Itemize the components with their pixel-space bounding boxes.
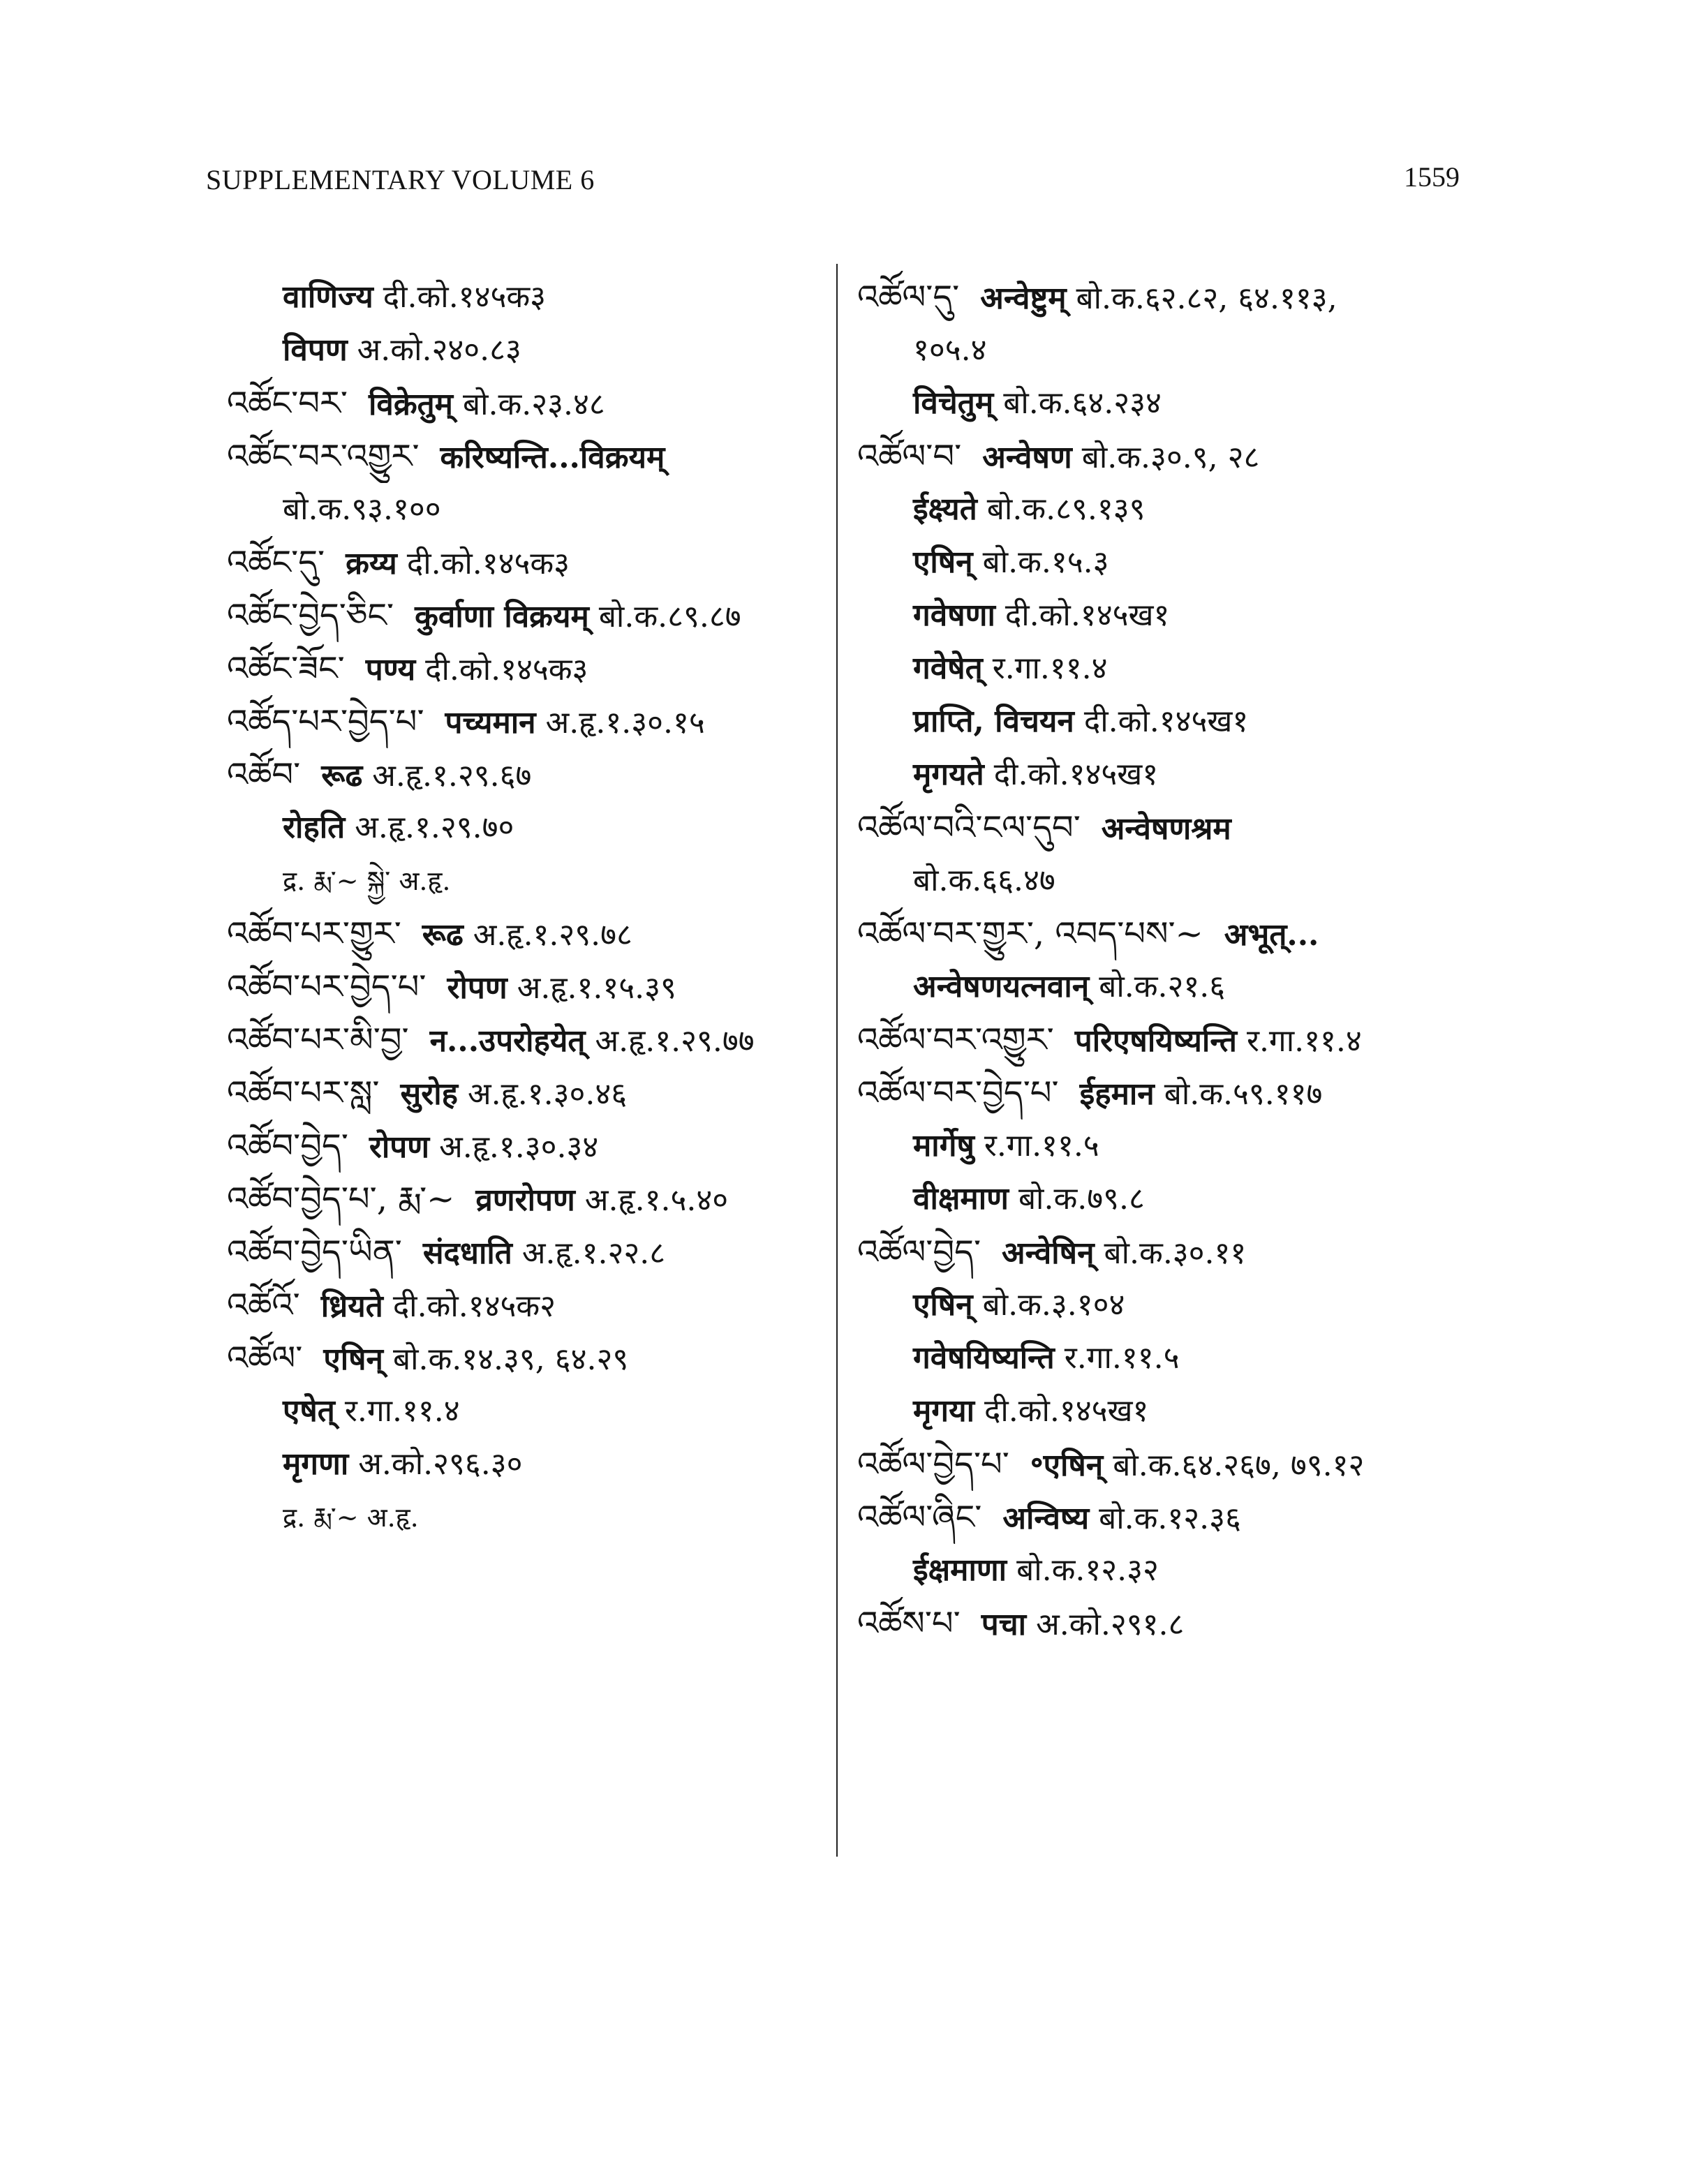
tibetan-headword: འཚོབ་པར་སླ་: [227, 1074, 380, 1113]
source-reference: बो.क.१५.३: [982, 544, 1109, 580]
tibetan-headword: འཚོང་བྱེད་ཅིང་: [227, 596, 394, 635]
dictionary-entry: [857, 1226, 1472, 1279]
sub-entry: [227, 483, 841, 536]
sub-entry: [857, 483, 1472, 536]
sub-entry: [227, 271, 841, 324]
sanskrit-equivalent: ध्रियते: [320, 1288, 383, 1324]
dictionary-entry: [857, 1067, 1472, 1120]
source-reference: बो.क.६४.२६७, ७९.१२: [1113, 1448, 1365, 1483]
sanskrit-equivalent: ईहमान: [1079, 1076, 1155, 1112]
dictionary-entry: [227, 589, 841, 642]
dictionary-entry: [227, 1013, 841, 1067]
sanskrit-equivalent: रोपण: [369, 1129, 430, 1165]
sanskrit-equivalent: न...उपरोहयेत्: [429, 1023, 586, 1059]
sub-entry: [857, 854, 1472, 907]
sub-entry: [227, 854, 841, 907]
sanskrit-equivalent: रोपण: [447, 970, 507, 1006]
dictionary-entry: [227, 1067, 841, 1120]
sub-entry: [857, 1385, 1472, 1438]
source-reference: दी.को.१४५ख१: [1083, 704, 1249, 739]
sub-entry: [857, 377, 1472, 430]
sub-entry: [857, 960, 1472, 1013]
running-title: SUPPLEMENTARY VOLUME 6: [206, 164, 595, 195]
sub-entry: [857, 536, 1472, 589]
source-reference: अ.को.२४०.८३: [357, 332, 521, 368]
source-reference: र.गा.११.५: [984, 1128, 1099, 1164]
dictionary-entry: [857, 1013, 1472, 1067]
tibetan-headword: འཚོབ་པར་གྱུར་: [227, 914, 401, 953]
source-reference: द्र. རྨ་~ སྐྱེ་ अ.हृ.: [283, 866, 451, 896]
source-reference: अ.हृ.१.२२.८: [521, 1235, 666, 1271]
sanskrit-equivalent: अभूत्...: [1224, 917, 1319, 953]
tibetan-headword: འཚོབ་: [227, 755, 301, 794]
source-reference: १०५.४: [913, 332, 987, 368]
tibetan-headword: འཚོལ་བ་: [857, 437, 962, 476]
column-divider: [836, 264, 838, 1857]
source-reference: बो.क.१२.३२: [1016, 1552, 1159, 1588]
sanskrit-equivalent: एषिन्: [913, 1287, 973, 1323]
sanskrit-equivalent: अन्वेष्टुम्: [980, 281, 1067, 316]
source-reference: बो.क.८९.१३९: [986, 491, 1146, 527]
source-reference: अ.हृ.१.३०.३४: [439, 1129, 599, 1165]
tibetan-headword: འཚོབ་བྱེད་: [227, 1127, 348, 1166]
sanskrit-equivalent: रूढ: [321, 758, 363, 794]
dictionary-entry: [227, 536, 841, 589]
sanskrit-equivalent: विपण: [283, 332, 348, 368]
source-reference: दी.को.१४५क३: [425, 652, 588, 688]
source-reference: बो.क.३.१०४: [982, 1287, 1125, 1323]
sanskrit-equivalent: मृगया: [913, 1393, 974, 1429]
source-reference: बो.क.२३.४८: [463, 387, 605, 422]
source-reference: र.गा.११.४: [992, 651, 1108, 686]
source-reference: अ.को.२९१.८: [1036, 1607, 1185, 1642]
dictionary-entry: [857, 1597, 1472, 1650]
tibetan-headword: འཚོལ་བར་བྱེད་པ་: [857, 1074, 1059, 1113]
source-reference: दी.को.१४५ख१: [1005, 597, 1170, 633]
sanskrit-equivalent: एषेत्: [283, 1393, 335, 1429]
dictionary-entry: [227, 642, 841, 695]
source-reference: बो.क.८९.८७: [598, 599, 741, 634]
sanskrit-equivalent: सुरोह: [400, 1076, 458, 1112]
source-reference: दी.को.१४५क३: [383, 279, 546, 315]
tibetan-headword: འཚོལ་བྱེད་: [857, 1233, 981, 1272]
page-number: 1559: [1404, 161, 1460, 193]
sub-entry: [227, 1491, 841, 1544]
source-reference: र.गा.११.४: [344, 1393, 460, 1429]
right-column: [857, 271, 1472, 1650]
sanskrit-equivalent: प्राप्ति, विचयन: [913, 704, 1074, 739]
dictionary-entry: [227, 1332, 841, 1385]
sanskrit-equivalent: अन्वेषण: [982, 440, 1072, 475]
tibetan-headword: འཚོད་པར་བྱེད་པ་: [227, 702, 424, 741]
sub-entry: [857, 1120, 1472, 1173]
source-reference: बो.क.६६.४७: [913, 863, 1055, 898]
source-reference: बो.क.२१.६: [1099, 969, 1226, 1004]
sanskrit-equivalent: एषिन्: [913, 544, 973, 580]
dictionary-entry: [227, 695, 841, 748]
sanskrit-equivalent: वीक्षमाण: [913, 1181, 1009, 1217]
sub-entry: [857, 1544, 1472, 1597]
sanskrit-equivalent: विचेतुम्: [913, 385, 994, 421]
page-header: [206, 155, 1460, 204]
source-reference: द्र. རྨ་~ अ.हृ.: [283, 1502, 419, 1533]
source-reference: बो.क.७९.८: [1018, 1181, 1145, 1217]
source-reference: बो.क.१४.३९, ६४.२९: [392, 1342, 629, 1377]
dictionary-entry: [227, 1120, 841, 1173]
tibetan-headword: འཚོལ་: [227, 1339, 303, 1378]
sanskrit-equivalent: रूढ: [422, 917, 464, 953]
sub-entry: [857, 748, 1472, 801]
sanskrit-equivalent: विक्रेतुम्: [368, 387, 453, 422]
source-reference: अ.हृ.१.२९.७७: [595, 1023, 755, 1059]
tibetan-headword: འཚོབ་བྱེད་ཡིན་: [227, 1233, 402, 1272]
sanskrit-equivalent: व्रणरोपण: [475, 1182, 575, 1218]
sub-entry: [227, 324, 841, 377]
dictionary-entry: [857, 430, 1472, 483]
sanskrit-equivalent: गवेषेत्: [913, 651, 983, 686]
sanskrit-equivalent: गवेषणा: [913, 597, 995, 633]
dictionary-entry: [227, 907, 841, 960]
sanskrit-equivalent: पच्यमान: [445, 705, 536, 741]
source-reference: दी.को.१४५क२: [392, 1288, 556, 1324]
sanskrit-equivalent: कुर्वाणा विक्रयम्: [415, 599, 589, 634]
sub-entry: [857, 1279, 1472, 1332]
sub-entry: [227, 1438, 841, 1491]
tibetan-headword: འཚོས་པ་: [857, 1604, 961, 1643]
sanskrit-equivalent: ॰एषिन्: [1030, 1448, 1104, 1483]
sanskrit-equivalent: क्रय्य: [346, 546, 397, 581]
source-reference: र.गा.११.५: [1064, 1340, 1180, 1376]
dictionary-entry: [227, 430, 841, 483]
source-reference: अ.हृ.१.२९.६७: [372, 758, 532, 794]
left-column: [227, 271, 841, 1544]
sub-entry: [857, 1332, 1472, 1385]
source-reference: बो.क.३०.११: [1104, 1235, 1247, 1271]
tibetan-headword: འཚོའོ་: [227, 1286, 300, 1325]
sanskrit-equivalent: परिएषयिष्यन्ति: [1074, 1023, 1237, 1059]
source-reference: दी.को.१४५क३: [406, 546, 570, 581]
sanskrit-equivalent: पचा: [981, 1607, 1027, 1642]
source-reference: दी.को.१४५ख१: [984, 1393, 1149, 1429]
source-reference: अ.हृ.१.५.४०: [584, 1182, 729, 1218]
dictionary-entry: [227, 1173, 841, 1226]
tibetan-headword: འཚོང་བར་འགྱུར་: [227, 437, 420, 476]
sanskrit-equivalent: मृगणा: [283, 1446, 349, 1482]
dictionary-entry: [227, 748, 841, 801]
sanskrit-equivalent: मार्गेषु: [913, 1128, 974, 1164]
dictionary-entry: [227, 960, 841, 1013]
sub-entry: [227, 1385, 841, 1438]
sanskrit-equivalent: अन्वेषिन्: [1002, 1235, 1095, 1271]
source-reference: र.गा.११.४: [1246, 1023, 1362, 1059]
source-reference: बो.क.६२.८२, ६४.११३,: [1076, 281, 1337, 316]
dictionary-entry: [857, 907, 1472, 960]
sub-entry: [227, 801, 841, 854]
source-reference: बो.क.९३.१००: [283, 491, 441, 527]
source-reference: बो.क.५९.११७: [1164, 1076, 1323, 1112]
sanskrit-equivalent: करिष्यन्ति...विक्रयम्: [440, 440, 665, 475]
tibetan-headword: འཚོང་ཟོང་: [227, 649, 345, 688]
dictionary-entry: [857, 271, 1472, 324]
sub-entry: [857, 642, 1472, 695]
source-reference: अ.हृ.१.१५.३९: [517, 970, 676, 1006]
sanskrit-equivalent: अन्वेषणश्रम: [1101, 811, 1231, 847]
dictionary-entry: [227, 1279, 841, 1332]
sub-entry: [857, 1173, 1472, 1226]
source-reference: दी.को.१४५ख१: [993, 757, 1159, 792]
sanskrit-equivalent: गवेषयिष्यन्ति: [913, 1340, 1055, 1376]
dictionary-entry: [857, 1491, 1472, 1544]
sanskrit-equivalent: रोहति: [283, 810, 346, 845]
sanskrit-equivalent: अन्वेषणयत्नवान्: [913, 969, 1090, 1004]
source-reference: बो.क.६४.२३४: [1003, 385, 1162, 421]
source-reference: अ.हृ.१.३०.१५: [545, 705, 705, 741]
sanskrit-equivalent: ईक्षमाणा: [913, 1552, 1007, 1588]
tibetan-headword: འཚོལ་བྱེད་པ་: [857, 1445, 1009, 1484]
sanskrit-equivalent: ईक्ष्यते: [913, 491, 977, 527]
source-reference: अ.हृ.१.२९.७८: [473, 917, 632, 953]
tibetan-headword: འཚོབ་པར་མི་བྱ་: [227, 1020, 409, 1060]
dictionary-entry: [857, 1438, 1472, 1491]
sanskrit-equivalent: अन्विष्य: [1002, 1501, 1090, 1536]
sub-entry: [857, 324, 1472, 377]
tibetan-headword: འཚོལ་བའི་ངལ་དུབ་: [857, 808, 1081, 847]
dictionary-entry: [227, 377, 841, 430]
tibetan-headword: འཚོལ་བར་འགྱུར་: [857, 1020, 1054, 1060]
sanskrit-equivalent: पण्य: [365, 652, 416, 688]
tibetan-headword: འཚོལ་དུ་: [857, 278, 960, 317]
tibetan-headword: འཚོང་བར་: [227, 384, 348, 423]
dictionary-entry: [227, 1226, 841, 1279]
sub-entry: [857, 589, 1472, 642]
tibetan-headword: འཚོབ་པར་བྱེད་པ་: [227, 967, 427, 1006]
source-reference: बो.क.१२.३६: [1099, 1501, 1241, 1536]
sanskrit-equivalent: मृगयते: [913, 757, 984, 792]
source-reference: अ.को.२९६.३०: [358, 1446, 523, 1482]
tibetan-headword: འཚོལ་ཞིང་: [857, 1498, 982, 1537]
source-reference: अ.हृ.१.२९.७०: [355, 810, 514, 845]
tibetan-headword: འཚོབ་བྱེད་པ་, རྨ་~: [227, 1180, 455, 1219]
source-reference: बो.क.३०.९, २८: [1081, 440, 1260, 475]
tibetan-headword: འཚོལ་བར་གྱུར་, འབད་པས་~: [857, 914, 1203, 953]
sanskrit-equivalent: एषिन्: [323, 1342, 383, 1377]
sanskrit-equivalent: संदधाति: [422, 1235, 512, 1271]
sanskrit-equivalent: वाणिज्य: [283, 279, 373, 315]
source-reference: अ.हृ.१.३०.४६: [468, 1076, 628, 1112]
dictionary-entry: [857, 801, 1472, 854]
sub-entry: [857, 695, 1472, 748]
tibetan-headword: འཚོང་དུ་: [227, 543, 325, 582]
